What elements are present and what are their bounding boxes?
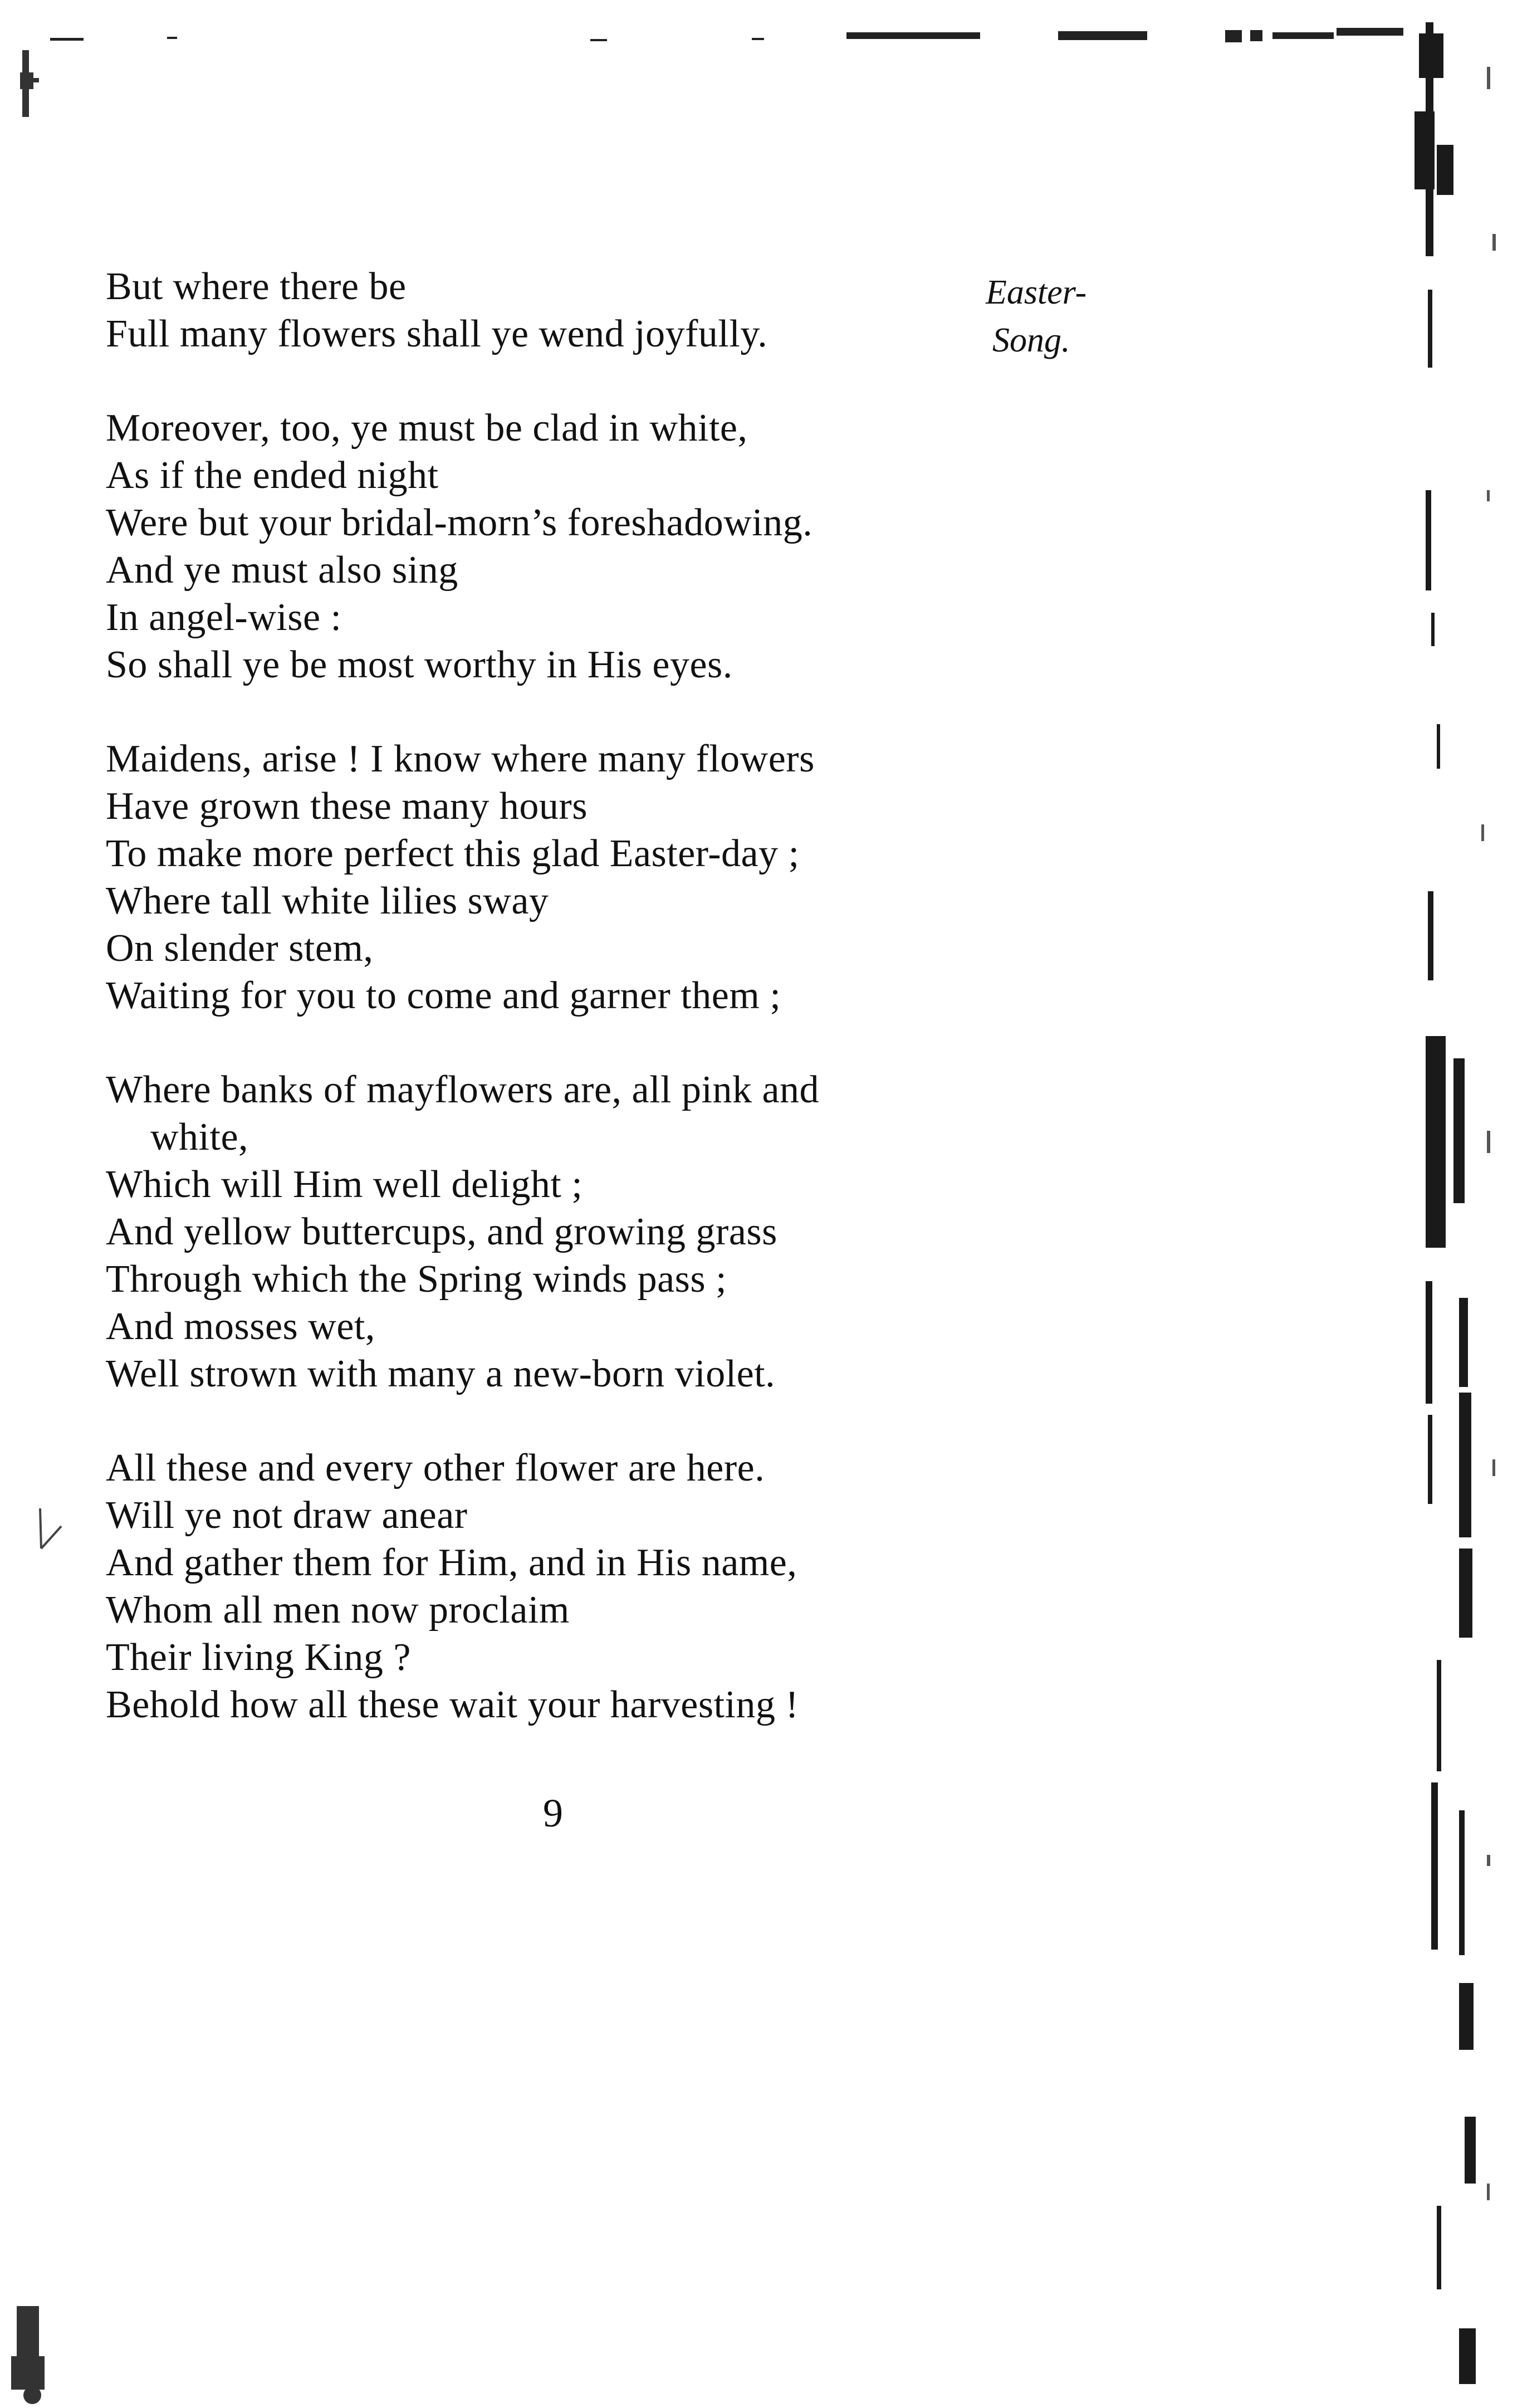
poem-line: Through which the Spring winds pass ;: [106, 1258, 727, 1301]
poem-line: On slender stem,: [106, 927, 374, 970]
poem-line: To make more perfect this glad Easter-day ;: [106, 832, 800, 875]
page-number: 9: [543, 1791, 563, 1835]
margin-note: [986, 268, 1153, 364]
stanza: [106, 263, 997, 358]
poem-body: [106, 263, 997, 1775]
poem-line: Moreover, too, ye must be clad in white,: [106, 407, 748, 450]
poem-line: Their living King ?: [106, 1636, 412, 1679]
poem-line: All these and every other flower are here.: [106, 1447, 765, 1489]
scan-edge-left: [0, 0, 67, 2408]
poem-line: Whom all men now proclaim: [106, 1589, 570, 1632]
pencil-mark: [29, 1504, 74, 1565]
poem-line: And ye must also sing: [106, 549, 458, 592]
poem-line: Where banks of mayflowers are, all pink and: [106, 1068, 820, 1111]
poem-line: And yellow buttercups, and growing grass: [106, 1210, 777, 1253]
poem-line: And gather them for Him, and in His name,: [106, 1541, 797, 1584]
stanza: [106, 1444, 997, 1728]
poem-line: Have grown these many hours: [106, 785, 588, 828]
stanza: [106, 404, 997, 688]
poem-line: But where there be: [106, 265, 407, 308]
poem-line: Well strown with many a new-born violet.: [106, 1352, 776, 1395]
poem-line: Full many flowers shall ye wend joyfully.: [106, 312, 768, 355]
poem-line: So shall ye be most worthy in His eyes.: [106, 643, 733, 686]
margin-note-line: Song.: [992, 321, 1070, 359]
scan-edge-right: [1403, 0, 1532, 2408]
poem-line-continuation: white,: [150, 1116, 249, 1159]
poem-line: Waiting for you to come and garner them ;: [106, 974, 781, 1017]
poem-line: Which will Him well delight ;: [106, 1163, 583, 1206]
poem-line: Maidens, arise ! I know where many flowers: [106, 737, 815, 780]
poem-line: Will ye not draw anear: [106, 1494, 468, 1537]
poem-line: Were but your bridal-morn’s foreshadowing.: [106, 501, 813, 544]
poem-line: And mosses wet,: [106, 1305, 375, 1348]
poem-line: In angel-wise :: [106, 596, 342, 639]
stanza: [106, 735, 997, 1019]
margin-note-line: Easter-: [986, 273, 1087, 311]
poem-line: Where tall white lilies sway: [106, 880, 549, 922]
poem-line: As if the ended night: [106, 454, 439, 497]
poem-line: Behold how all these wait your harvesting !: [106, 1683, 799, 1726]
scan-edge-top: [0, 0, 1532, 78]
stanza: [106, 1066, 997, 1398]
